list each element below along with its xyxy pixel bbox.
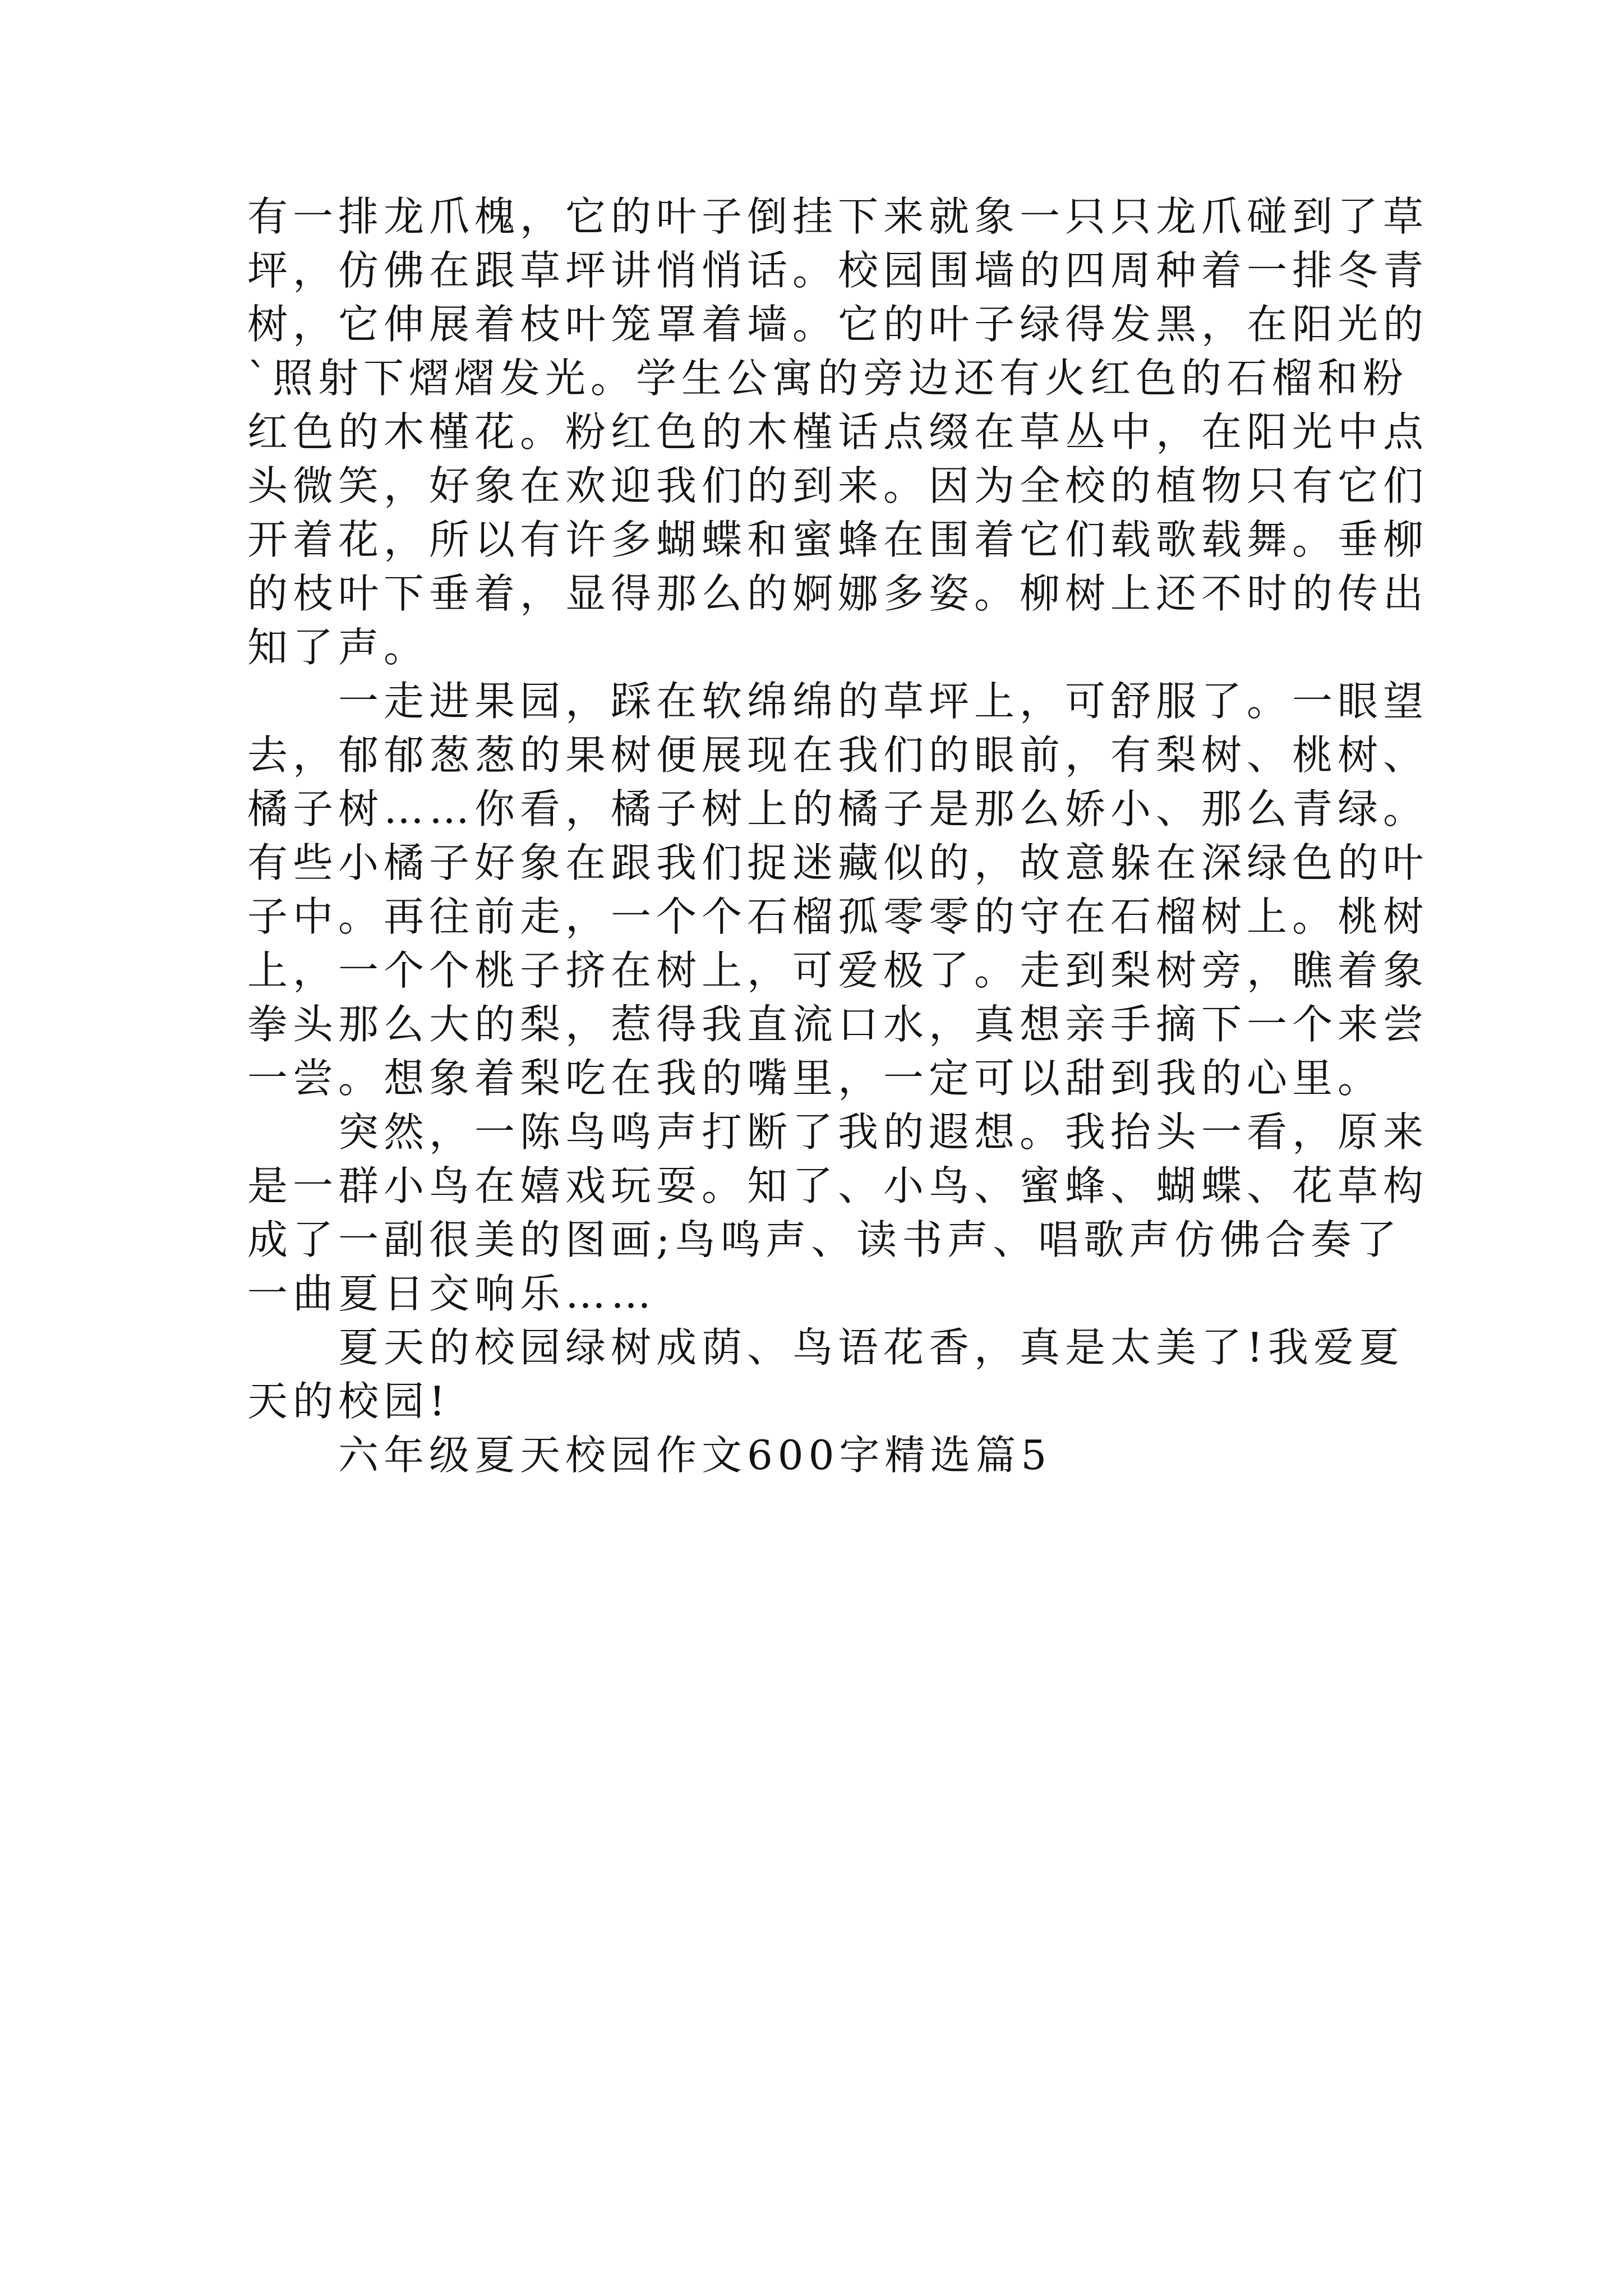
text-line: 是一群小鸟在嬉戏玩耍。知了、小鸟、蜜蜂、蝴蝶、花草构 [247, 1162, 1429, 1209]
text-line: 夏天的校园绿树成荫、鸟语花香，真是太美了!我爱夏 [247, 1324, 1404, 1371]
text-line: 红色的木槿花。粉红色的木槿话点缀在草丛中，在阳光中点 [247, 408, 1429, 455]
text-line: 橘子树……你看，橘子树上的橘子是那么娇小、那么青绿。 [247, 785, 1429, 832]
text-line: 有一排龙爪槐，它的叶子倒挂下来就象一只只龙爪碰到了草 [247, 193, 1429, 240]
text-line: 知了声。 [247, 624, 430, 671]
text-line: 去，郁郁葱葱的果树便展现在我们的眼前，有梨树、桃树、 [247, 731, 1429, 779]
text-line: 突然，一陈鸟鸣声打断了我的遐想。我抬头一看，原来 [247, 1108, 1429, 1156]
text-line: 一尝。想象着梨吃在我的嘴里，一定可以甜到我的心里。 [247, 1055, 1384, 1102]
text-line: 子中。再往前走，一个个石榴孤零零的守在石榴树上。桃树 [247, 893, 1429, 940]
text-line: 上，一个个桃子挤在树上，可爱极了。走到梨树旁，瞧着象 [247, 947, 1429, 994]
text-line: 一曲夏日交响乐…… [247, 1270, 657, 1317]
document-body [247, 190, 1429, 1482]
text-line: 拳头那么大的梨，惹得我直流口水，真想亲手摘下一个来尝 [247, 1001, 1429, 1048]
text-line: 树，它伸展着枝叶笼罩着墙。它的叶子绿得发黑，在阳光的 [247, 301, 1429, 348]
text-line: 的枝叶下垂着，显得那么的婀娜多姿。柳树上还不时的传出 [247, 570, 1429, 617]
text-line: `照射下熠熠发光。学生公寓的旁边还有火红色的石榴和粉 [247, 355, 1409, 402]
text-line: 头微笑，好象在欢迎我们的到来。因为全校的植物只有它们 [247, 462, 1429, 509]
text-line: 一走进果园，踩在软绵绵的草坪上，可舒服了。一眼望 [247, 678, 1429, 725]
text-line: 有些小橘子好象在跟我们捉迷藏似的，故意躲在深绿色的叶 [247, 839, 1429, 886]
text-line: 坪，仿佛在跟草坪讲悄悄话。校园围墙的四周种着一排冬青 [247, 247, 1429, 294]
text-line: 成了一副很美的图画;鸟鸣声、读书声、唱歌声仿佛合奏了 [247, 1216, 1402, 1263]
text-line: 天的校园! [247, 1378, 450, 1425]
text-line: 开着花，所以有许多蝴蝶和蜜蜂在围着它们载歌载舞。垂柳 [247, 516, 1429, 563]
section-heading: 六年级夏天校园作文600字精选篇5 [247, 1432, 1052, 1479]
